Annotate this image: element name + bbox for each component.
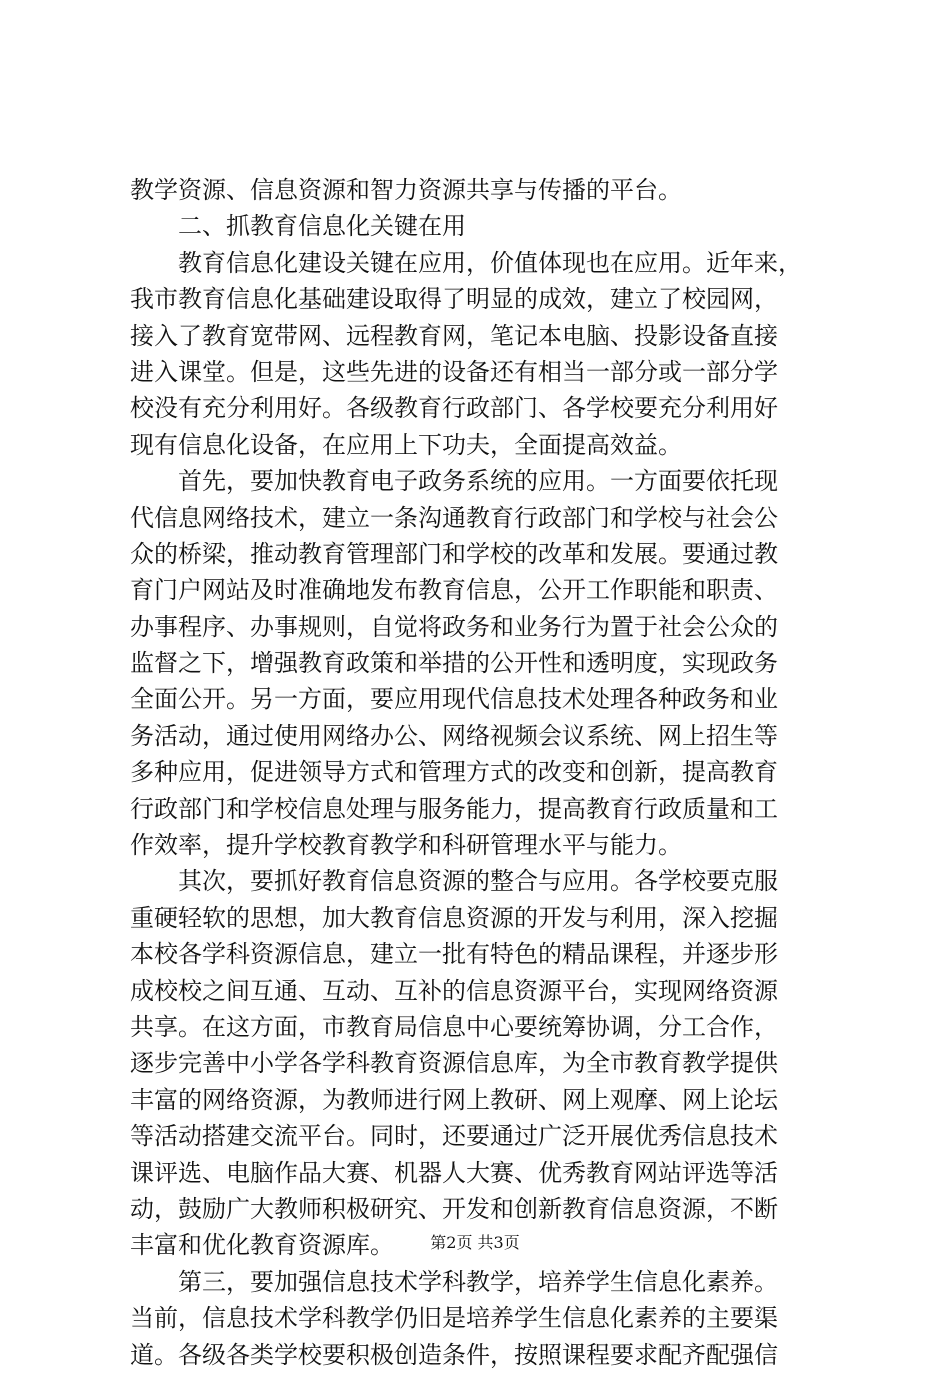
text-line: 监督之下，增强教育政策和举措的公开性和透明度，实现政务 [130,649,778,678]
text-line: 进入课堂。但是，这些先进的设备还有相当一部分或一部分学 [130,357,778,386]
text-line: 当前，信息技术学科教学仍旧是培养学生信息化素养的主要渠 [130,1304,778,1333]
text-line: 行政部门和学校信息处理与服务能力，提高教育行政质量和工 [130,794,778,823]
text-line: 多种应用，促进领导方式和管理方式的改变和创新，提高教育 [130,758,778,787]
text-line: 共享。在这方面，市教育局信息中心要统筹协调，分工合作， [130,1012,778,1041]
text-line: 务活动，通过使用网络办公、网络视频会议系统、网上招生等 [130,721,778,750]
text-line: 现有信息化设备，在应用上下功夫，全面提高效益。 [130,430,682,459]
text-line: 成校校之间互通、互动、互补的信息资源平台，实现网络资源 [130,976,778,1005]
text-line: 道。各级各类学校要积极创造条件，按照课程要求配齐配强信 [130,1340,778,1369]
text-line: 接入了教育宽带网、远程教育网，笔记本电脑、投影设备直接 [130,321,778,350]
text-line: 全面公开。另一方面，要应用现代信息技术处理各种政务和业 [130,685,778,714]
section-heading: 二、抓教育信息化关键在用 [178,212,466,241]
text-line: 动，鼓励广大教师积极研究、开发和创新教育信息资源，不断 [130,1194,778,1223]
text-line: 其次，要抓好教育信息资源的整合与应用。各学校要克服 [178,867,778,896]
text-line: 作效率，提升学校教育教学和科研管理水平与能力。 [130,831,682,860]
text-line: 丰富和优化教育资源库。 [130,1231,394,1260]
text-line: 教学资源、信息资源和智力资源共享与传播的平台。 [130,176,682,204]
text-line: 育门户网站及时准确地发布教育信息，公开工作职能和职责、 [130,576,778,605]
text-line: 第三，要加强信息技术学科教学，培养学生信息化素养。 [178,1267,778,1296]
text-line: 丰富的网络资源，为教师进行网上教研、网上观摩、网上论坛 [130,1085,778,1114]
text-line: 办事程序、办事规则，自觉将政务和业务行为置于社会公众的 [130,612,778,641]
document-body [130,172,830,1373]
text-line: 首先，要加快教育电子政务系统的应用。一方面要依托现 [178,467,778,496]
text-line: 教育信息化建设关键在应用，价值体现也在应用。近年来， [178,248,802,277]
page-number-footer: 第2页 共3页 [430,1233,520,1252]
text-line: 我市教育信息化基础建设取得了明显的成效，建立了校园网， [130,285,778,314]
text-line: 代信息网络技术，建立一条沟通教育行政部门和学校与社会公 [130,503,778,532]
text-line: 本校各学科资源信息，建立一批有特色的精品课程，并逐步形 [130,940,778,969]
text-line: 校没有充分利用好。各级教育行政部门、各学校要充分利用好 [130,394,778,423]
text-line: 逐步完善中小学各学科教育资源信息库，为全市教育教学提供 [130,1049,778,1078]
text-line: 重硬轻软的思想，加大教育信息资源的开发与利用，深入挖掘 [130,903,778,932]
text-line: 课评选、电脑作品大赛、机器人大赛、优秀教育网站评选等活 [130,1158,778,1187]
text-line: 众的桥梁，推动教育管理部门和学校的改革和发展。要通过教 [130,539,778,568]
text-line: 等活动搭建交流平台。同时，还要通过广泛开展优秀信息技术 [130,1122,778,1151]
